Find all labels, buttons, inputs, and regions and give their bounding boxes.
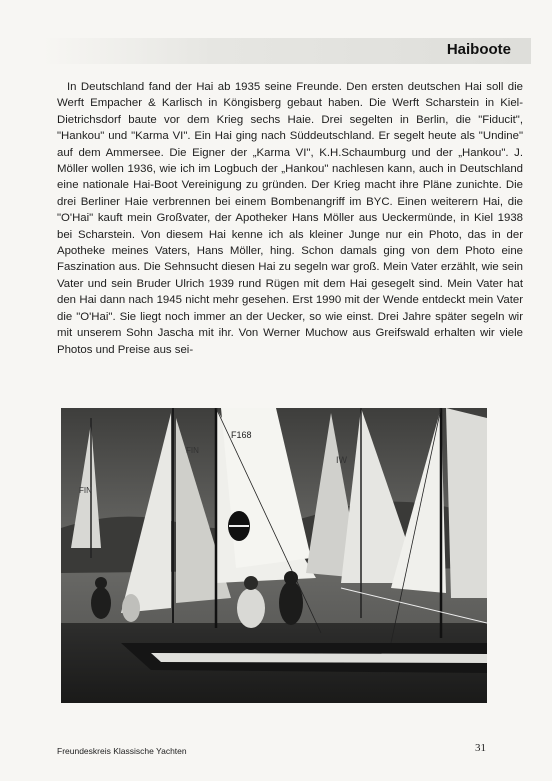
sail-number: FIN bbox=[186, 446, 199, 455]
sail-number: FIN bbox=[79, 486, 92, 495]
sailing-photo bbox=[61, 408, 487, 703]
sail-number: F168 bbox=[231, 430, 252, 440]
article-paragraph: In Deutschland fand der Hai ab 1935 seine Freunde. Den ersten deutschen Hai soll die Werft Empacher & Karlisch in Köngisberg gebaut haben. Die Werft Scharstein in Kiel-Dietrichsdorf baute vor dem Krieg sechs Haie. Drei segelten in Berlin, die "Fiducit", "Hankou" und "Karma VI". Ein Hai ging nach Süddeutschland. Er segelt heute als "Undine" auf dem Ammersee. Die Eigner der „Karma VI", K.H.Schaumburg und der „Hankou". J. Möller wollen 1936, wie ich im Logbuch der „Hankou" nachlesen kann, auch in Deutschland eine nationale Hai-Boot Vereinigung zu gründen. Der Krieg macht ihre Pläne zunichte. Die drei Berliner Haie verbrennen bei einem Bombenangriff im BYC. Einen weiterern Hai, die "O'Hai" kauft mein Großvater, der Apotheker Hans Möller aus Ueckermünde, in Kiel 1938 bei Scharstein. Von diesem Hai kenne ich als kleiner Junge nur ein Photo, das in der Apotheke meines Vaters, Hans Möller, hing. Schon damals ging von dem Photo eine Faszination aus. Die Sehnsucht diesen Hai zu segeln war groß. Mein Vater erzählt, wie sein Vater und sein Bruder Ulrich 1939 rund Rügen mit dem Hai gesegelt sind. Mein Vater hat den Hai dann nach 1945 nicht mehr gesehen. Erst 1990 mit der Wende entdeckt mein Vater die "O'Hai". Sie liegt noch immer an der Uecker, so wie einst. Drei Jahre später segeln wir mit unserem Sohn Jascha mit ihr. Von Werner Muchow aus Greifswald erhalten wir viele Photos und Preise aus sei- bbox=[57, 81, 523, 356]
section-title: Haiboote bbox=[446, 41, 511, 58]
article-body bbox=[57, 79, 523, 358]
footer-publisher: Freundeskreis Klassische Yachten bbox=[57, 746, 187, 756]
page-number: 31 bbox=[475, 742, 486, 754]
sail-number: IW bbox=[336, 455, 347, 465]
section-header bbox=[43, 38, 531, 64]
